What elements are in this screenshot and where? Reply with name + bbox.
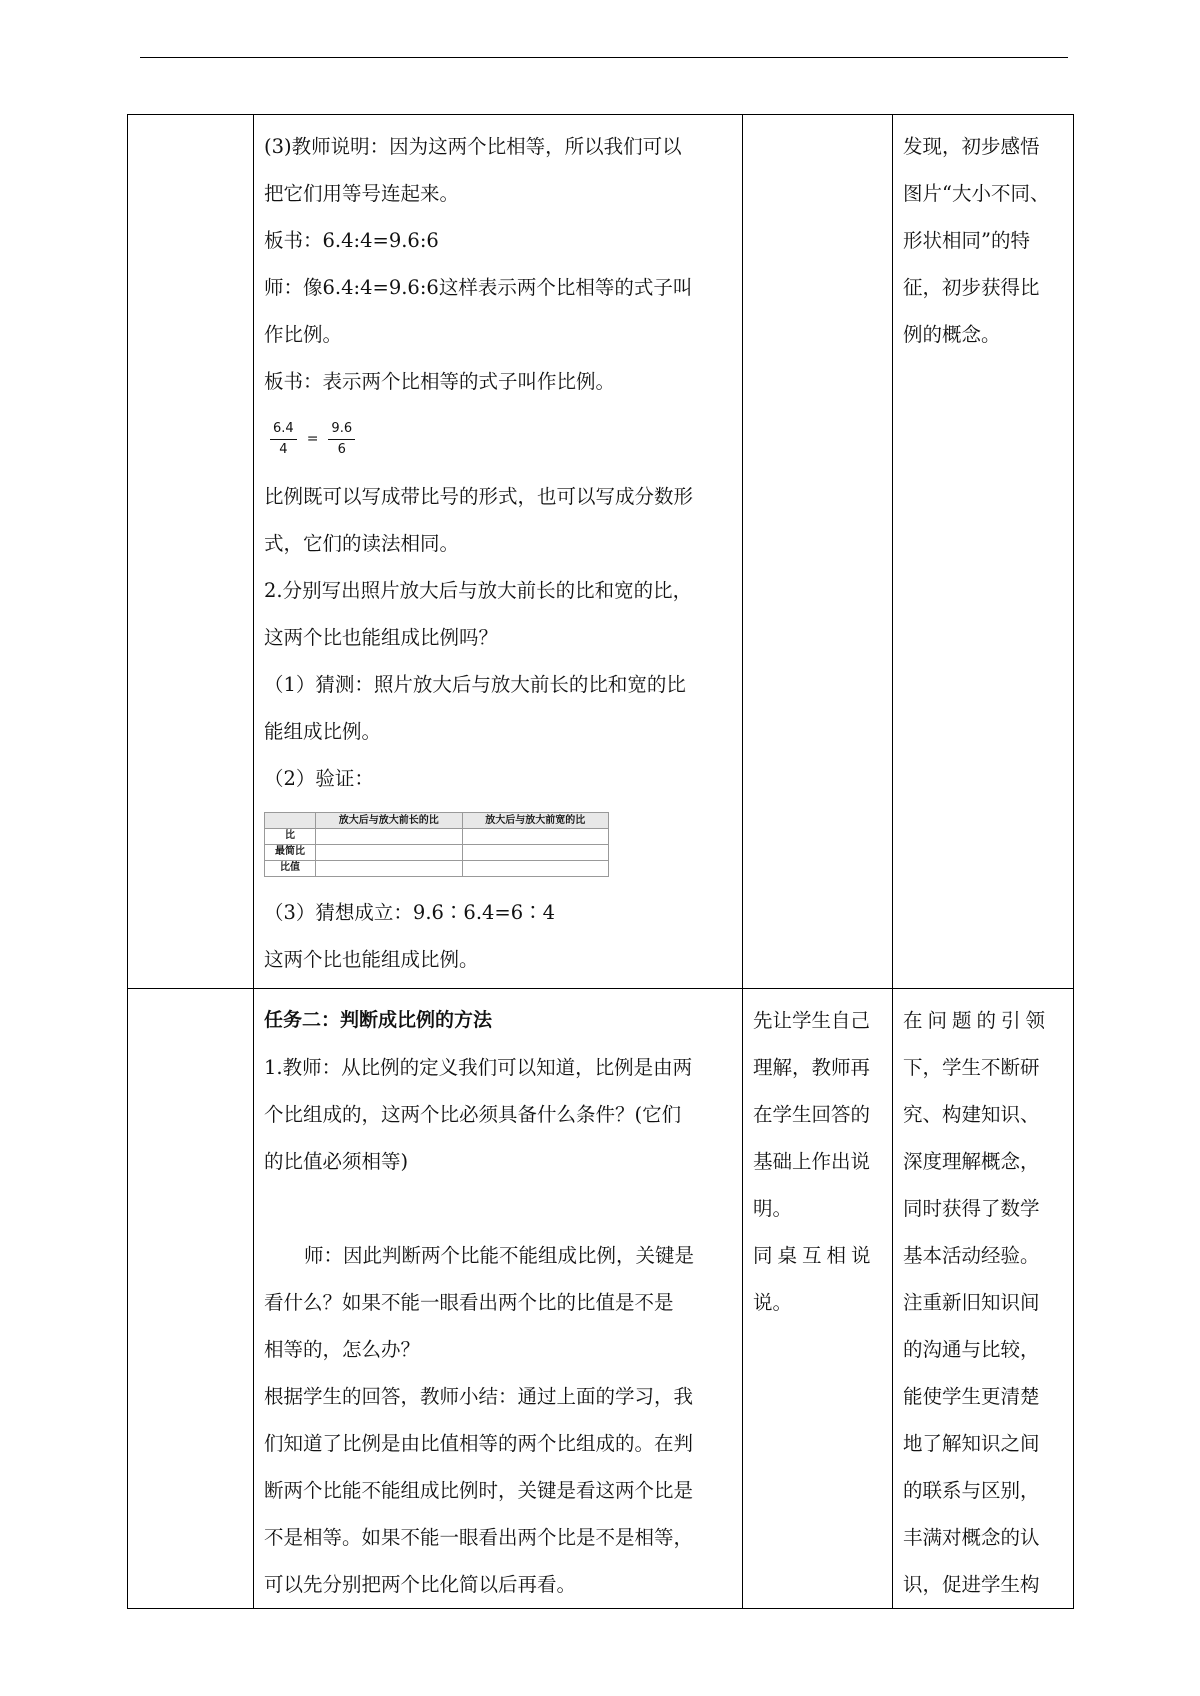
- text-line: 同时获得了数学: [903, 1197, 1040, 1220]
- text-line: 说。: [753, 1291, 793, 1314]
- table-header: 放大后与放大前长的比: [316, 813, 463, 829]
- text-line: 在问题的引领: [903, 1009, 1051, 1032]
- text-line: 在学生回答的: [753, 1103, 871, 1126]
- fraction-equation: [270, 407, 732, 471]
- text-line: 形状相同”的特: [903, 229, 1030, 252]
- text-line: 这两个比也能组成比例。: [264, 948, 479, 971]
- table-cell: [316, 829, 463, 845]
- table-row: [265, 829, 609, 845]
- table-cell: [462, 861, 609, 877]
- text-line: 师：因此判断两个比能不能组成比例，关键是: [304, 1244, 695, 1267]
- text-line: 明。: [753, 1197, 793, 1220]
- intent-cell: [893, 989, 1074, 1609]
- text-line: 同桌互相说: [753, 1244, 876, 1267]
- text-line: 丰满对概念的认: [903, 1526, 1040, 1549]
- stage-cell: [128, 115, 254, 989]
- content-cell: [254, 115, 743, 989]
- table-cell: [316, 845, 463, 861]
- table-cell: [462, 829, 609, 845]
- text-line: 能组成比例。: [264, 720, 382, 743]
- table-cell: [316, 861, 463, 877]
- table-row: [265, 861, 609, 877]
- text-line: 理解，教师再: [753, 1056, 871, 1079]
- text-line: 们知道了比例是由比值相等的两个比组成的。在判: [264, 1432, 694, 1455]
- text-line: 的联系与区别，: [903, 1479, 1040, 1502]
- text-line: 可以先分别把两个比化简以后再看。: [264, 1573, 577, 1596]
- text-line: 断两个比能不能组成比例时，关键是看这两个比是: [264, 1479, 694, 1502]
- table-header: 放大后与放大前宽的比: [462, 813, 609, 829]
- text-line: 究、构建知识、: [903, 1103, 1040, 1126]
- text-line: 基础上作出说: [753, 1150, 871, 1173]
- method-cell: [743, 989, 893, 1609]
- text-line: 板书：6.4:4=9.6:6: [264, 229, 439, 252]
- text-line: (3)教师说明：因为这两个比相等，所以我们可以: [264, 135, 682, 158]
- text-line: 能使学生更清楚: [903, 1385, 1040, 1408]
- text-line: 深度理解概念，: [903, 1150, 1040, 1173]
- text-line: 征，初步获得比: [903, 276, 1040, 299]
- text-line: 注重新旧知识间: [903, 1291, 1040, 1314]
- lesson-plan-table: [127, 114, 1074, 1609]
- text-line: 不是相等。如果不能一眼看出两个比是不是相等，: [264, 1526, 694, 1549]
- text-line: 式，它们的读法相同。: [264, 532, 460, 555]
- equals-sign: =: [306, 430, 319, 447]
- intent-cell: [893, 115, 1074, 989]
- table-cell: [462, 845, 609, 861]
- fraction-left: $\frac{6.4}{4}$: [270, 420, 297, 459]
- table-header: [265, 813, 316, 829]
- method-cell: [743, 115, 893, 989]
- text-line: 个比组成的，这两个比必须具备什么条件？(它们: [264, 1103, 682, 1126]
- text-line: 的沟通与比较，: [903, 1338, 1040, 1361]
- text-line: 把它们用等号连起来。: [264, 182, 460, 205]
- table-row: [265, 845, 609, 861]
- verification-table: [264, 812, 609, 877]
- text-line: 基本活动经验。: [903, 1244, 1040, 1267]
- text-line: （2）验证：: [264, 767, 374, 790]
- row-label: 比值: [265, 861, 316, 877]
- row-label: 比: [265, 829, 316, 845]
- text-line: 先让学生自己: [753, 1009, 871, 1032]
- text-line: 2.分别写出照片放大后与放大前长的比和宽的比，: [264, 579, 693, 602]
- text-line: 地了解知识之间: [903, 1432, 1040, 1455]
- text-line: 比例既可以写成带比号的形式，也可以写成分数形: [264, 485, 694, 508]
- blank-line: [264, 1185, 732, 1232]
- text-line: 板书：表示两个比相等的式子叫作比例。: [264, 370, 616, 393]
- text-line: 根据学生的回答，教师小结：通过上面的学习，我: [264, 1385, 694, 1408]
- text-line: 师：像6.4:4=9.6:6这样表示两个比相等的式子叫: [264, 276, 693, 299]
- row-label: 最简比: [265, 845, 316, 861]
- text-line: 下，学生不断研: [903, 1056, 1040, 1079]
- text-line: 这两个比也能组成比例吗？: [264, 626, 499, 649]
- content-cell: [254, 989, 743, 1609]
- text-line: 的比值必须相等): [264, 1150, 409, 1173]
- text-line: （1）猜测：照片放大后与放大前长的比和宽的比: [264, 673, 686, 696]
- fraction-right: $\frac{9.6}{6}$: [328, 420, 355, 459]
- text-line: 发现，初步感悟: [903, 135, 1040, 158]
- section-heading: 任务二：判断成比例的方法: [264, 1009, 493, 1031]
- table-row: [265, 813, 609, 829]
- stage-cell: [128, 989, 254, 1609]
- text-line: 图片“大小不同、: [903, 182, 1050, 205]
- text-line: 看什么？如果不能一眼看出两个比的比值是不是: [264, 1291, 674, 1314]
- table-row: [128, 115, 1074, 989]
- text-line: 作比例。: [264, 323, 343, 346]
- text-line: 例的概念。: [903, 323, 1001, 346]
- text-line: 1.教师：从比例的定义我们可以知道，比例是由两: [264, 1056, 693, 1079]
- text-line: 识，促进学生构: [903, 1573, 1040, 1596]
- header-rule: [140, 57, 1068, 58]
- table-row: [128, 989, 1074, 1609]
- text-line: 相等的，怎么办？: [264, 1338, 421, 1361]
- text-line: （3）猜想成立：9.6∶6.4=6∶4: [264, 901, 556, 924]
